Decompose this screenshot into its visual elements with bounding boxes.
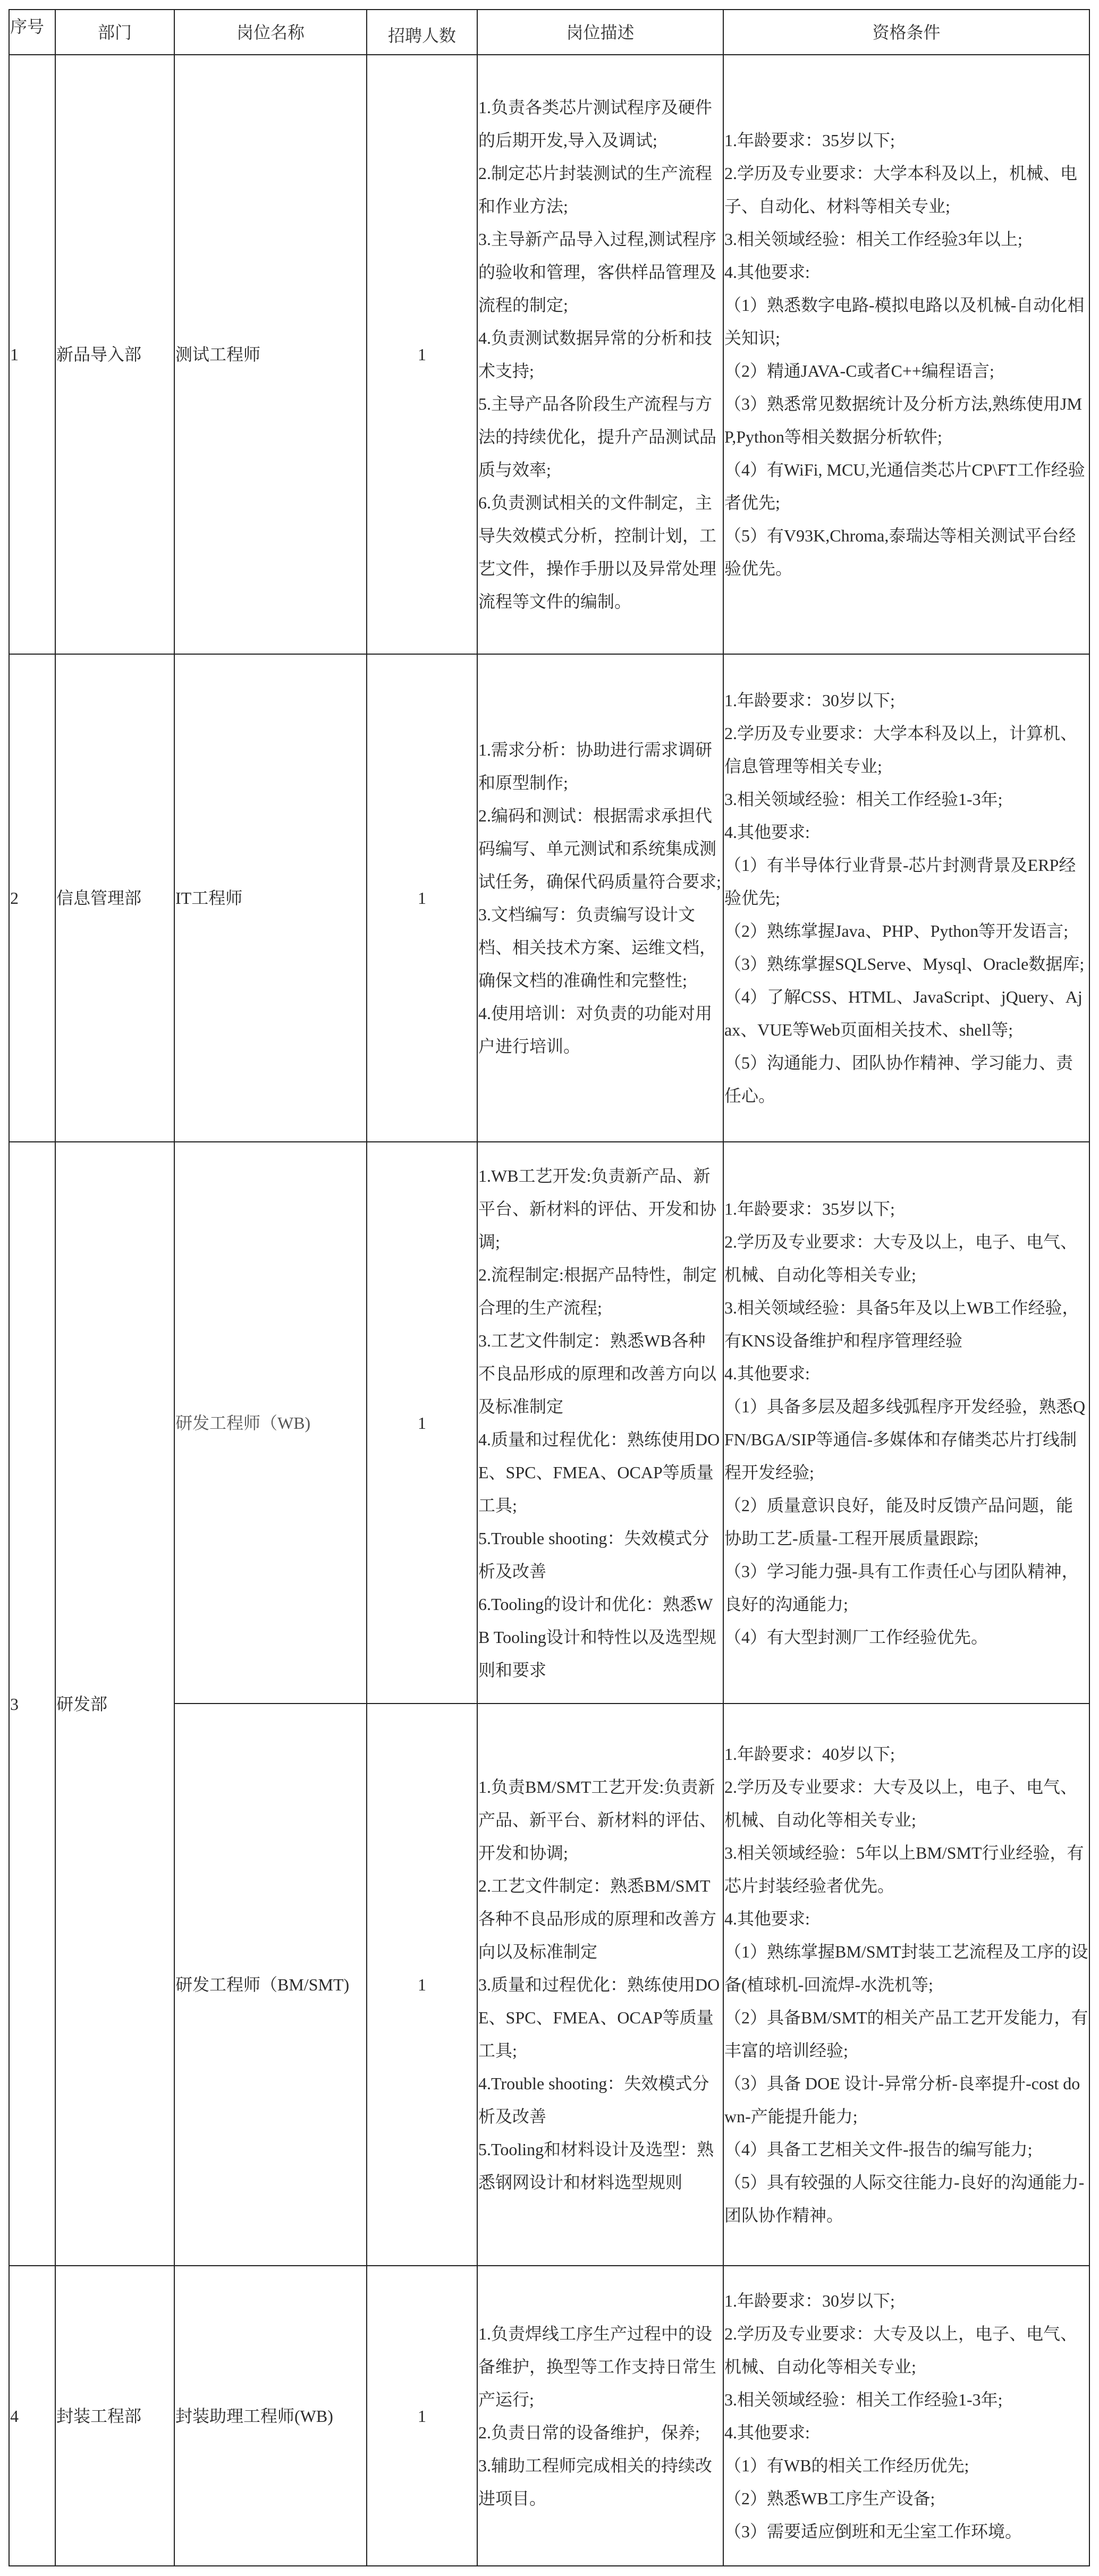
table-row: [9, 654, 1089, 1142]
list-item: 3.文档编写：负责编写设计文档、相关技术方案、运维文档，确保文档的准确性和完整性;: [478, 905, 717, 990]
list-item: （4）具备工艺相关文件-报告的编写能力;: [724, 2140, 1033, 2159]
list-item: 1.年龄要求：30岁以下;: [724, 691, 895, 710]
description-cell: [477, 1142, 723, 1704]
description-cell: [477, 2266, 723, 2566]
list-item: 1.年龄要求：35岁以下;: [724, 131, 895, 150]
list-item: （1）具备多层及超多线弧程序开发经验，熟悉QFN/BGA/SIP等通信-多媒体和存储类芯片打线制程开发经验;: [724, 1396, 1086, 1482]
list-item: 4.其他要求:: [724, 2422, 810, 2442]
list-item: 4.其他要求:: [724, 823, 810, 842]
list-item: 1.年龄要求：40岁以下;: [724, 1744, 895, 1764]
list-item: 1.年龄要求：35岁以下;: [724, 1199, 895, 1218]
list-item: （3）具备 DOE 设计-异常分析-良率提升-cost down-产能提升能力;: [724, 2074, 1080, 2126]
dept-cell: 新品导入部: [55, 55, 174, 654]
list-item: 3.相关领域经验：5年以上BM/SMT行业经验，有芯片封装经验者优先。: [724, 1843, 1084, 1895]
list-item: 3.相关领域经验：相关工作经验3年以上;: [724, 230, 1022, 249]
list-item: 3.主导新产品导入过程,测试程序的验收和管理，客供样品管理及流程的制定;: [478, 230, 717, 315]
position-cell: 研发工程师（BM/SMT): [174, 1704, 367, 2266]
list-item: 1.负责各类芯片测试程序及硬件的后期开发,导入及调试;: [478, 98, 713, 150]
list-item: 1.负责焊线工序生产过程中的设备维护，换型等工作支持日常生产运行;: [478, 2324, 717, 2409]
list-item: （5）沟通能力、团队协作精神、学习能力、责任心。: [724, 1053, 1073, 1105]
list-item: 1.WB工艺开发:负责新产品、新平台、新材料的评估、开发和协调;: [478, 1166, 717, 1251]
list-item: 2.学历及专业要求：大学本科及以上，计算机、信息管理等相关专业;: [724, 724, 1078, 776]
seq-cell: 3: [9, 1142, 55, 2266]
dept-cell: 研发部: [55, 1142, 174, 2266]
position-cell: 研发工程师（WB): [174, 1142, 367, 1704]
dept-cell: 信息管理部: [55, 654, 174, 1142]
list-item: （2）质量意识良好，能及时反馈产品问题，能协助工艺-质量-工程开展质量跟踪;: [724, 1495, 1073, 1548]
list-item: （4）有WiFi, MCU,光通信类芯片CP\FT工作经验者优先;: [724, 460, 1085, 512]
list-item: （5）有V93K,Chroma,泰瑞达等相关测试平台经验优先。: [724, 526, 1076, 578]
list-item: 2.工艺文件制定：熟悉BM/SMT各种不良品形成的原理和改善方向以及标准制定: [478, 1876, 717, 1961]
list-item: 3.工艺文件制定：熟悉WB各种不良品形成的原理和改善方向以及标准制定: [478, 1331, 717, 1416]
header-position: 岗位名称: [174, 10, 367, 55]
list-item: （5）具有较强的人际交往能力-良好的沟通能力-团队协作精神。: [724, 2173, 1085, 2225]
header-seq: 序号: [9, 10, 55, 55]
list-item: （3）熟悉常见数据统计及分析方法,熟练使用JMP,Python等相关数据分析软件;: [724, 394, 1082, 446]
position-cell: 封装助理工程师(WB): [174, 2266, 367, 2566]
list-item: 4.其他要求:: [724, 1909, 810, 1928]
list-item: 2.学历及专业要求：大专及以上，电子、电气、机械、自动化等相关专业;: [724, 2324, 1078, 2376]
description-cell: [477, 654, 723, 1142]
list-item: 4.其他要求:: [724, 1363, 810, 1383]
list-item: 2.学历及专业要求：大专及以上，电子、电气、机械、自动化等相关专业;: [724, 1777, 1078, 1829]
seq-cell: 2: [9, 654, 55, 1142]
list-item: 5.Tooling和材料设计及选型：熟悉钢网设计和材料选型规则: [478, 2140, 714, 2192]
list-item: 2.负责日常的设备维护，保养;: [478, 2422, 700, 2442]
list-item: 3.相关领域经验：具备5年及以上WB工作经验，有KNS设备维护和程序管理经验: [724, 1298, 1079, 1350]
table-row: [9, 55, 1089, 654]
list-item: （1）有半导体行业背景-芯片封测背景及ERP经验优先;: [724, 855, 1076, 908]
list-item: （3）学习能力强-具有工作责任心与团队精神，良好的沟通能力;: [724, 1561, 1079, 1614]
header-count: 招聘人数: [367, 10, 477, 55]
dept-cell: 封装工程部: [55, 2266, 174, 2566]
list-item: （2）熟悉WB工序生产设备;: [724, 2488, 935, 2508]
list-item: 2.流程制定:根据产品特性，制定合理的生产流程;: [478, 1265, 717, 1317]
list-item: 5.主导产品各阶段生产流程与方法的持续优化，提升产品测试品质与效率;: [478, 394, 717, 479]
list-item: 4.Trouble shooting：失效模式分析及改善: [478, 2074, 709, 2126]
count-cell: 1: [367, 1704, 477, 2266]
seq-cell: 4: [9, 2266, 55, 2566]
count-cell: 1: [367, 55, 477, 654]
qualifications-cell: [723, 55, 1089, 654]
table-row: [9, 2266, 1089, 2566]
list-item: 2.学历及专业要求：大专及以上，电子、电气、机械、自动化等相关专业;: [724, 1232, 1078, 1284]
header-qualifications: 资格条件: [723, 10, 1089, 55]
list-item: 5.Trouble shooting：失效模式分析及改善: [478, 1528, 709, 1581]
list-item: 4.负责测试数据异常的分析和技术支持;: [478, 328, 713, 380]
list-item: （1）熟悉数字电路-模拟电路以及机械-自动化相关知识;: [724, 295, 1085, 348]
list-item: （2）精通JAVA-C或者C++编程语言;: [724, 361, 994, 380]
list-item: 3.相关领域经验：相关工作经验1-3年;: [724, 790, 1003, 809]
count-cell: 1: [367, 654, 477, 1142]
list-item: 1.年龄要求：30岁以下;: [724, 2291, 895, 2310]
position-cell: IT工程师: [174, 654, 367, 1142]
seq-cell: 1: [9, 55, 55, 654]
list-item: 6.负责测试相关的文件制定，主导失效模式分析，控制计划，工艺文件，操作手册以及异常处理流程等文件的编制。: [478, 493, 717, 611]
list-item: 3.质量和过程优化：熟练使用DOE、SPC、FMEA、OCAP等质量工具;: [478, 1975, 720, 2060]
qualifications-cell: [723, 2266, 1089, 2566]
list-item: （4）有大型封测厂工作经验优先。: [724, 1627, 988, 1647]
list-item: （1）熟练掌握BM/SMT封装工艺流程及工序的设备(植球机-回流焊-水洗机等;: [724, 1942, 1088, 1994]
list-item: 4.使用培训：对负责的功能对用户进行培训。: [478, 1004, 713, 1056]
qualifications-cell: [723, 1704, 1089, 2266]
list-item: （1）有WB的相关工作经历优先;: [724, 2455, 969, 2475]
list-item: （3）需要适应倒班和无尘室工作环境。: [724, 2521, 1022, 2541]
position-cell: 测试工程师: [174, 55, 367, 654]
header-row: [9, 10, 1089, 55]
qualifications-cell: [723, 654, 1089, 1142]
header-dept: 部门: [55, 10, 174, 55]
recruitment-table: [9, 9, 1090, 2566]
list-item: 4.质量和过程优化：熟练使用DOE、SPC、FMEA、OCAP等质量工具;: [478, 1429, 720, 1515]
list-item: 4.其他要求:: [724, 262, 810, 282]
list-item: （3）熟练掌握SQLServe、Mysql、Oracle数据库;: [724, 954, 1085, 973]
list-item: 3.相关领域经验：相关工作经验1-3年;: [724, 2389, 1003, 2409]
list-item: 1.负责BM/SMT工艺开发:负责新产品、新平台、新材料的评估、开发和协调;: [478, 1777, 717, 1862]
count-cell: 1: [367, 2266, 477, 2566]
header-description: 岗位描述: [477, 10, 723, 55]
list-item: 1.需求分析：协助进行需求调研和原型制作;: [478, 740, 713, 792]
list-item: 2.编码和测试：根据需求承担代码编写、单元测试和系统集成测试任务，确保代码质量符合要求;: [478, 806, 721, 891]
count-cell: 1: [367, 1142, 477, 1704]
list-item: （2）具备BM/SMT的相关产品工艺开发能力，有丰富的培训经验;: [724, 2008, 1088, 2060]
description-cell: [477, 55, 723, 654]
table-row: [9, 1142, 1089, 1704]
qualifications-cell: [723, 1142, 1089, 1704]
list-item: （2）熟练掌握Java、PHP、Python等开发语言;: [724, 921, 1069, 940]
list-item: 2.学历及专业要求：大学本科及以上，机械、电子、自动化、材料等相关专业;: [724, 164, 1078, 216]
list-item: 6.Tooling的设计和优化：熟悉WB Tooling设计和特性以及选型规则和要求: [478, 1594, 716, 1680]
list-item: 3.辅助工程师完成相关的持续改进项目。: [478, 2455, 713, 2508]
list-item: （4）了解CSS、HTML、JavaScript、jQuery、Ajax、VUE等Web页面相关技术、shell等;: [724, 987, 1083, 1039]
list-item: 2.制定芯片封装测试的生产流程和作业方法;: [478, 164, 713, 216]
description-cell: [477, 1704, 723, 2266]
